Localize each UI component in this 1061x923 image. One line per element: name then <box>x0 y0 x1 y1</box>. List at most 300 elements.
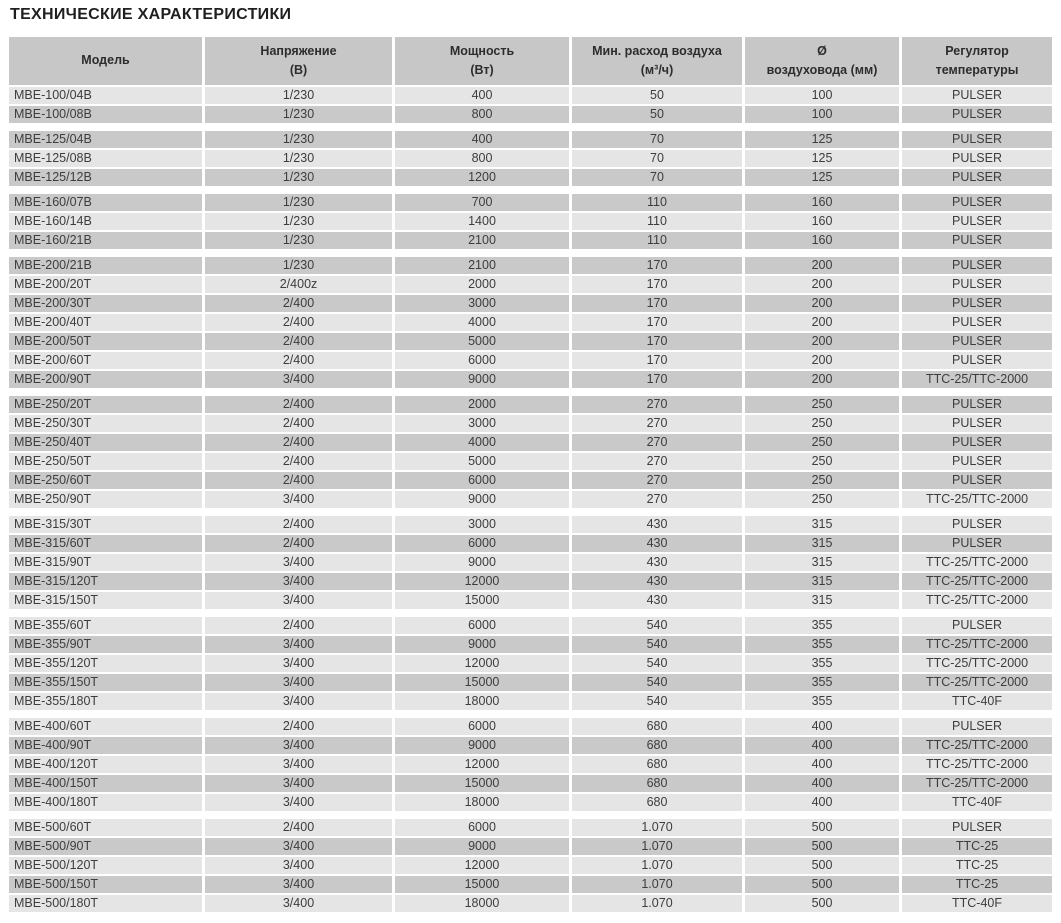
header-label: Мощность <box>449 43 515 58</box>
cell-regulator: TTC-25/TTC-2000 <box>925 637 1029 651</box>
cell-diameter: 400 <box>745 737 902 754</box>
table-row <box>9 371 1052 388</box>
cell-airflow: 270 <box>572 434 745 451</box>
cell-regulator: PULSER <box>951 334 1003 348</box>
cell-power: 700 <box>395 194 572 211</box>
cell-regulator: PULSER <box>951 151 1003 165</box>
cell-power: 9000 <box>395 491 572 508</box>
cell-airflow: 110 <box>572 213 745 230</box>
cell-diameter: 125 <box>745 150 902 167</box>
cell-diameter: 250 <box>745 491 902 508</box>
cell-airflow: 270 <box>572 396 745 413</box>
cell-model: MBE-400/150T <box>9 775 205 792</box>
header-label: (м³/ч) <box>640 63 674 77</box>
cell-voltage: 3/400 <box>205 491 395 508</box>
table-row <box>9 314 1052 331</box>
cell-airflow: 70 <box>572 169 745 186</box>
cell-model: MBE-315/150T <box>9 592 205 609</box>
cell-power: 15000 <box>395 674 572 691</box>
cell-model: MBE-355/90T <box>9 636 205 653</box>
cell-power: 15000 <box>395 775 572 792</box>
cell-voltage: 3/400 <box>205 756 395 773</box>
table-row <box>9 895 1052 912</box>
cell-power: 5000 <box>395 333 572 350</box>
cell-diameter: 500 <box>745 895 902 912</box>
header-label: (Вт) <box>470 63 494 77</box>
cell-model: MBE-355/120T <box>9 655 205 672</box>
cell-voltage: 1/230 <box>205 150 395 167</box>
cell-regulator: TTC-25 <box>955 858 999 872</box>
cell-model: MBE-200/60T <box>9 352 205 369</box>
cell-voltage: 1/230 <box>205 106 395 123</box>
table-row <box>9 295 1052 312</box>
table-row <box>9 535 1052 552</box>
cell-power: 12000 <box>395 756 572 773</box>
cell-voltage: 2/400 <box>205 617 395 634</box>
table-row <box>9 819 1052 836</box>
cell-airflow: 110 <box>572 232 745 249</box>
table-row <box>9 674 1052 691</box>
table-row <box>9 693 1052 710</box>
cell-model: MBE-315/30T <box>9 516 205 533</box>
cell-power: 6000 <box>395 617 572 634</box>
cell-diameter: 315 <box>745 516 902 533</box>
cell-regulator: PULSER <box>951 473 1003 487</box>
table-row <box>9 257 1052 274</box>
cell-diameter: 400 <box>745 775 902 792</box>
table-row <box>9 737 1052 754</box>
table-row <box>9 333 1052 350</box>
cell-power: 800 <box>395 106 572 123</box>
cell-power: 18000 <box>395 895 572 912</box>
cell-power: 2000 <box>395 276 572 293</box>
cell-model: MBE-400/120T <box>9 756 205 773</box>
cell-voltage: 3/400 <box>205 693 395 710</box>
cell-regulator: PULSER <box>951 618 1003 632</box>
cell-airflow: 680 <box>572 718 745 735</box>
cell-airflow: 540 <box>572 617 745 634</box>
cell-airflow: 680 <box>572 794 745 811</box>
cell-voltage: 1/230 <box>205 213 395 230</box>
table-row <box>9 516 1052 533</box>
cell-model: MBE-250/40T <box>9 434 205 451</box>
cell-voltage: 3/400 <box>205 838 395 855</box>
cell-regulator: PULSER <box>951 107 1003 121</box>
cell-airflow: 270 <box>572 491 745 508</box>
cell-airflow: 430 <box>572 554 745 571</box>
cell-voltage: 2/400z <box>205 276 395 293</box>
cell-regulator: PULSER <box>951 416 1003 430</box>
cell-airflow: 70 <box>572 131 745 148</box>
cell-diameter: 400 <box>745 794 902 811</box>
cell-voltage: 2/400 <box>205 333 395 350</box>
cell-model: MBE-125/04B <box>9 131 205 148</box>
cell-regulator: PULSER <box>951 536 1003 550</box>
cell-model: MBE-500/60T <box>9 819 205 836</box>
cell-airflow: 50 <box>572 87 745 104</box>
cell-airflow: 170 <box>572 333 745 350</box>
cell-model: MBE-400/60T <box>9 718 205 735</box>
cell-regulator: PULSER <box>951 353 1003 367</box>
cell-diameter: 315 <box>745 535 902 552</box>
cell-diameter: 200 <box>745 314 902 331</box>
table-row <box>9 718 1052 735</box>
cell-regulator: PULSER <box>951 214 1003 228</box>
cell-voltage: 3/400 <box>205 674 395 691</box>
cell-airflow: 1.070 <box>572 876 745 893</box>
table-row <box>9 434 1052 451</box>
cell-model: MBE-355/150T <box>9 674 205 691</box>
cell-diameter: 315 <box>745 573 902 590</box>
table-row <box>9 150 1052 167</box>
table-header-row <box>9 37 1052 85</box>
cell-model: MBE-250/30T <box>9 415 205 432</box>
cell-airflow: 50 <box>572 106 745 123</box>
cell-model: MBE-500/120T <box>9 857 205 874</box>
cell-model: MBE-400/90T <box>9 737 205 754</box>
header-label: Ø <box>817 43 827 58</box>
cell-model: MBE-355/60T <box>9 617 205 634</box>
cell-regulator: PULSER <box>951 132 1003 146</box>
cell-diameter: 200 <box>745 371 902 388</box>
cell-model: MBE-315/90T <box>9 554 205 571</box>
cell-diameter: 100 <box>745 87 902 104</box>
cell-airflow: 430 <box>572 592 745 609</box>
table-row <box>9 352 1052 369</box>
cell-diameter: 200 <box>745 333 902 350</box>
cell-diameter: 250 <box>745 415 902 432</box>
cell-model: MBE-125/12B <box>9 169 205 186</box>
cell-power: 4000 <box>395 314 572 331</box>
cell-model: MBE-200/50T <box>9 333 205 350</box>
cell-model: MBE-100/08B <box>9 106 205 123</box>
cell-voltage: 1/230 <box>205 194 395 211</box>
cell-voltage: 3/400 <box>205 592 395 609</box>
column-header-model <box>9 37 205 85</box>
cell-voltage: 2/400 <box>205 535 395 552</box>
cell-regulator: TTC-25 <box>955 839 999 853</box>
header-label: Мин. расход воздуха <box>592 43 722 58</box>
cell-diameter: 200 <box>745 352 902 369</box>
cell-airflow: 1.070 <box>572 819 745 836</box>
cell-regulator: TTC-25 <box>955 877 999 891</box>
cell-voltage: 3/400 <box>205 737 395 754</box>
cell-airflow: 680 <box>572 775 745 792</box>
table-row <box>9 775 1052 792</box>
table-row <box>9 756 1052 773</box>
cell-power: 2100 <box>395 232 572 249</box>
column-header-diameter <box>745 37 902 85</box>
cell-regulator: TTC-25/TTC-2000 <box>925 757 1029 771</box>
cell-model: MBE-100/04B <box>9 87 205 104</box>
cell-diameter: 250 <box>745 434 902 451</box>
cell-voltage: 3/400 <box>205 775 395 792</box>
cell-power: 3000 <box>395 516 572 533</box>
cell-airflow: 540 <box>572 655 745 672</box>
header-label: воздуховода (мм) <box>766 63 878 77</box>
page-title: ТЕХНИЧЕСКИЕ ХАРАКТЕРИСТИКИ <box>10 6 292 23</box>
cell-voltage: 3/400 <box>205 573 395 590</box>
cell-airflow: 540 <box>572 636 745 653</box>
cell-model: MBE-160/14B <box>9 213 205 230</box>
cell-regulator: PULSER <box>951 454 1003 468</box>
cell-voltage: 2/400 <box>205 415 395 432</box>
cell-voltage: 2/400 <box>205 453 395 470</box>
cell-model: MBE-125/08B <box>9 150 205 167</box>
cell-power: 2100 <box>395 257 572 274</box>
cell-regulator: TTC-25/TTC-2000 <box>925 574 1029 588</box>
cell-model: MBE-315/60T <box>9 535 205 552</box>
cell-power: 6000 <box>395 472 572 489</box>
cell-regulator: TTC-25/TTC-2000 <box>925 656 1029 670</box>
cell-diameter: 400 <box>745 756 902 773</box>
cell-voltage: 2/400 <box>205 396 395 413</box>
cell-model: MBE-200/40T <box>9 314 205 331</box>
cell-power: 6000 <box>395 718 572 735</box>
cell-regulator: TTC-25/TTC-2000 <box>925 492 1029 506</box>
cell-voltage: 2/400 <box>205 472 395 489</box>
cell-diameter: 125 <box>745 131 902 148</box>
cell-regulator: PULSER <box>951 435 1003 449</box>
table-row <box>9 554 1052 571</box>
cell-power: 1200 <box>395 169 572 186</box>
cell-regulator: PULSER <box>951 517 1003 531</box>
cell-diameter: 200 <box>745 257 902 274</box>
cell-airflow: 1.070 <box>572 838 745 855</box>
cell-regulator: TTC-25/TTC-2000 <box>925 675 1029 689</box>
cell-airflow: 1.070 <box>572 895 745 912</box>
cell-voltage: 2/400 <box>205 819 395 836</box>
table-row <box>9 573 1052 590</box>
cell-voltage: 2/400 <box>205 516 395 533</box>
cell-model: MBE-200/21B <box>9 257 205 274</box>
cell-airflow: 540 <box>572 693 745 710</box>
cell-power: 12000 <box>395 655 572 672</box>
table-row <box>9 194 1052 211</box>
cell-power: 15000 <box>395 592 572 609</box>
cell-airflow: 430 <box>572 535 745 552</box>
cell-voltage: 3/400 <box>205 895 395 912</box>
cell-model: MBE-250/60T <box>9 472 205 489</box>
cell-regulator: TTC-25/TTC-2000 <box>925 593 1029 607</box>
cell-model: MBE-160/21B <box>9 232 205 249</box>
cell-voltage: 3/400 <box>205 655 395 672</box>
cell-diameter: 400 <box>745 718 902 735</box>
cell-diameter: 355 <box>745 674 902 691</box>
cell-power: 400 <box>395 87 572 104</box>
cell-regulator: TTC-25/TTC-2000 <box>925 555 1029 569</box>
table-row <box>9 838 1052 855</box>
table-row <box>9 106 1052 123</box>
cell-airflow: 70 <box>572 150 745 167</box>
cell-diameter: 125 <box>745 169 902 186</box>
cell-model: MBE-400/180T <box>9 794 205 811</box>
cell-regulator: PULSER <box>951 195 1003 209</box>
table-row <box>9 876 1052 893</box>
cell-regulator: PULSER <box>951 296 1003 310</box>
cell-voltage: 1/230 <box>205 232 395 249</box>
cell-voltage: 1/230 <box>205 87 395 104</box>
cell-airflow: 430 <box>572 573 745 590</box>
cell-regulator: PULSER <box>951 315 1003 329</box>
cell-regulator: TTC-25/TTC-2000 <box>925 372 1029 386</box>
cell-power: 1400 <box>395 213 572 230</box>
cell-airflow: 430 <box>572 516 745 533</box>
table-row <box>9 276 1052 293</box>
table-row <box>9 592 1052 609</box>
cell-model: MBE-500/150T <box>9 876 205 893</box>
table-row <box>9 636 1052 653</box>
header-label: (В) <box>289 63 308 77</box>
cell-airflow: 270 <box>572 453 745 470</box>
cell-voltage: 3/400 <box>205 554 395 571</box>
cell-airflow: 170 <box>572 314 745 331</box>
cell-diameter: 160 <box>745 232 902 249</box>
cell-model: MBE-200/90T <box>9 371 205 388</box>
cell-regulator: PULSER <box>951 397 1003 411</box>
cell-airflow: 170 <box>572 276 745 293</box>
cell-regulator: TTC-25/TTC-2000 <box>925 776 1029 790</box>
cell-regulator: TTC-25/TTC-2000 <box>925 738 1029 752</box>
header-label: Напряжение <box>260 43 337 58</box>
cell-diameter: 100 <box>745 106 902 123</box>
cell-airflow: 270 <box>572 472 745 489</box>
cell-power: 9000 <box>395 838 572 855</box>
table-row <box>9 213 1052 230</box>
cell-voltage: 2/400 <box>205 352 395 369</box>
column-header-power <box>395 37 572 85</box>
cell-airflow: 1.070 <box>572 857 745 874</box>
table-row <box>9 169 1052 186</box>
cell-power: 12000 <box>395 573 572 590</box>
cell-airflow: 110 <box>572 194 745 211</box>
cell-power: 5000 <box>395 453 572 470</box>
header-label: Модель <box>81 53 130 68</box>
cell-voltage: 2/400 <box>205 718 395 735</box>
cell-voltage: 2/400 <box>205 295 395 312</box>
cell-power: 9000 <box>395 371 572 388</box>
table-row <box>9 794 1052 811</box>
cell-power: 9000 <box>395 636 572 653</box>
cell-power: 6000 <box>395 535 572 552</box>
cell-airflow: 680 <box>572 737 745 754</box>
cell-airflow: 680 <box>572 756 745 773</box>
cell-regulator: TTC-40F <box>952 795 1002 809</box>
cell-model: MBE-200/30T <box>9 295 205 312</box>
cell-voltage: 2/400 <box>205 314 395 331</box>
cell-voltage: 1/230 <box>205 257 395 274</box>
cell-model: MBE-355/180T <box>9 693 205 710</box>
table-row <box>9 472 1052 489</box>
cell-model: MBE-315/120T <box>9 573 205 590</box>
cell-diameter: 315 <box>745 554 902 571</box>
cell-regulator: PULSER <box>951 820 1003 834</box>
cell-diameter: 500 <box>745 857 902 874</box>
spec-table-body <box>9 87 1052 912</box>
cell-diameter: 250 <box>745 396 902 413</box>
cell-voltage: 3/400 <box>205 876 395 893</box>
cell-regulator: PULSER <box>951 277 1003 291</box>
cell-diameter: 500 <box>745 876 902 893</box>
cell-power: 9000 <box>395 737 572 754</box>
cell-diameter: 500 <box>745 819 902 836</box>
cell-model: MBE-500/180T <box>9 895 205 912</box>
cell-power: 3000 <box>395 295 572 312</box>
cell-power: 18000 <box>395 693 572 710</box>
cell-voltage: 3/400 <box>205 371 395 388</box>
cell-power: 400 <box>395 131 572 148</box>
table-row <box>9 617 1052 634</box>
cell-power: 6000 <box>395 352 572 369</box>
cell-diameter: 200 <box>745 276 902 293</box>
table-row <box>9 655 1052 672</box>
table-row <box>9 415 1052 432</box>
table-row <box>9 131 1052 148</box>
column-header-airflow <box>572 37 745 85</box>
cell-model: MBE-250/90T <box>9 491 205 508</box>
cell-voltage: 3/400 <box>205 857 395 874</box>
cell-power: 4000 <box>395 434 572 451</box>
table-row <box>9 396 1052 413</box>
table-row <box>9 857 1052 874</box>
cell-diameter: 160 <box>745 194 902 211</box>
cell-regulator: PULSER <box>951 170 1003 184</box>
cell-diameter: 250 <box>745 453 902 470</box>
cell-power: 9000 <box>395 554 572 571</box>
spec-table <box>9 37 1052 912</box>
cell-model: MBE-200/20T <box>9 276 205 293</box>
cell-regulator: PULSER <box>951 719 1003 733</box>
cell-airflow: 170 <box>572 371 745 388</box>
cell-model: MBE-250/20T <box>9 396 205 413</box>
cell-airflow: 170 <box>572 257 745 274</box>
cell-power: 2000 <box>395 396 572 413</box>
table-row <box>9 453 1052 470</box>
cell-model: MBE-160/07B <box>9 194 205 211</box>
cell-power: 800 <box>395 150 572 167</box>
cell-power: 15000 <box>395 876 572 893</box>
column-header-regulator <box>902 37 1052 85</box>
cell-airflow: 540 <box>572 674 745 691</box>
cell-diameter: 355 <box>745 617 902 634</box>
cell-voltage: 3/400 <box>205 636 395 653</box>
table-row <box>9 87 1052 104</box>
cell-voltage: 1/230 <box>205 131 395 148</box>
cell-voltage: 3/400 <box>205 794 395 811</box>
cell-airflow: 170 <box>572 295 745 312</box>
cell-regulator: TTC-40F <box>952 896 1002 910</box>
cell-diameter: 500 <box>745 838 902 855</box>
table-row <box>9 232 1052 249</box>
cell-power: 6000 <box>395 819 572 836</box>
cell-diameter: 200 <box>745 295 902 312</box>
cell-diameter: 315 <box>745 592 902 609</box>
cell-regulator: PULSER <box>951 233 1003 247</box>
cell-power: 12000 <box>395 857 572 874</box>
cell-diameter: 355 <box>745 636 902 653</box>
cell-model: MBE-500/90T <box>9 838 205 855</box>
cell-diameter: 160 <box>745 213 902 230</box>
cell-voltage: 2/400 <box>205 434 395 451</box>
cell-model: MBE-250/50T <box>9 453 205 470</box>
cell-diameter: 355 <box>745 655 902 672</box>
cell-regulator: PULSER <box>951 258 1003 272</box>
cell-regulator: TTC-40F <box>952 694 1002 708</box>
cell-power: 18000 <box>395 794 572 811</box>
header-label: температуры <box>935 63 1019 77</box>
cell-power: 3000 <box>395 415 572 432</box>
column-header-voltage <box>205 37 395 85</box>
